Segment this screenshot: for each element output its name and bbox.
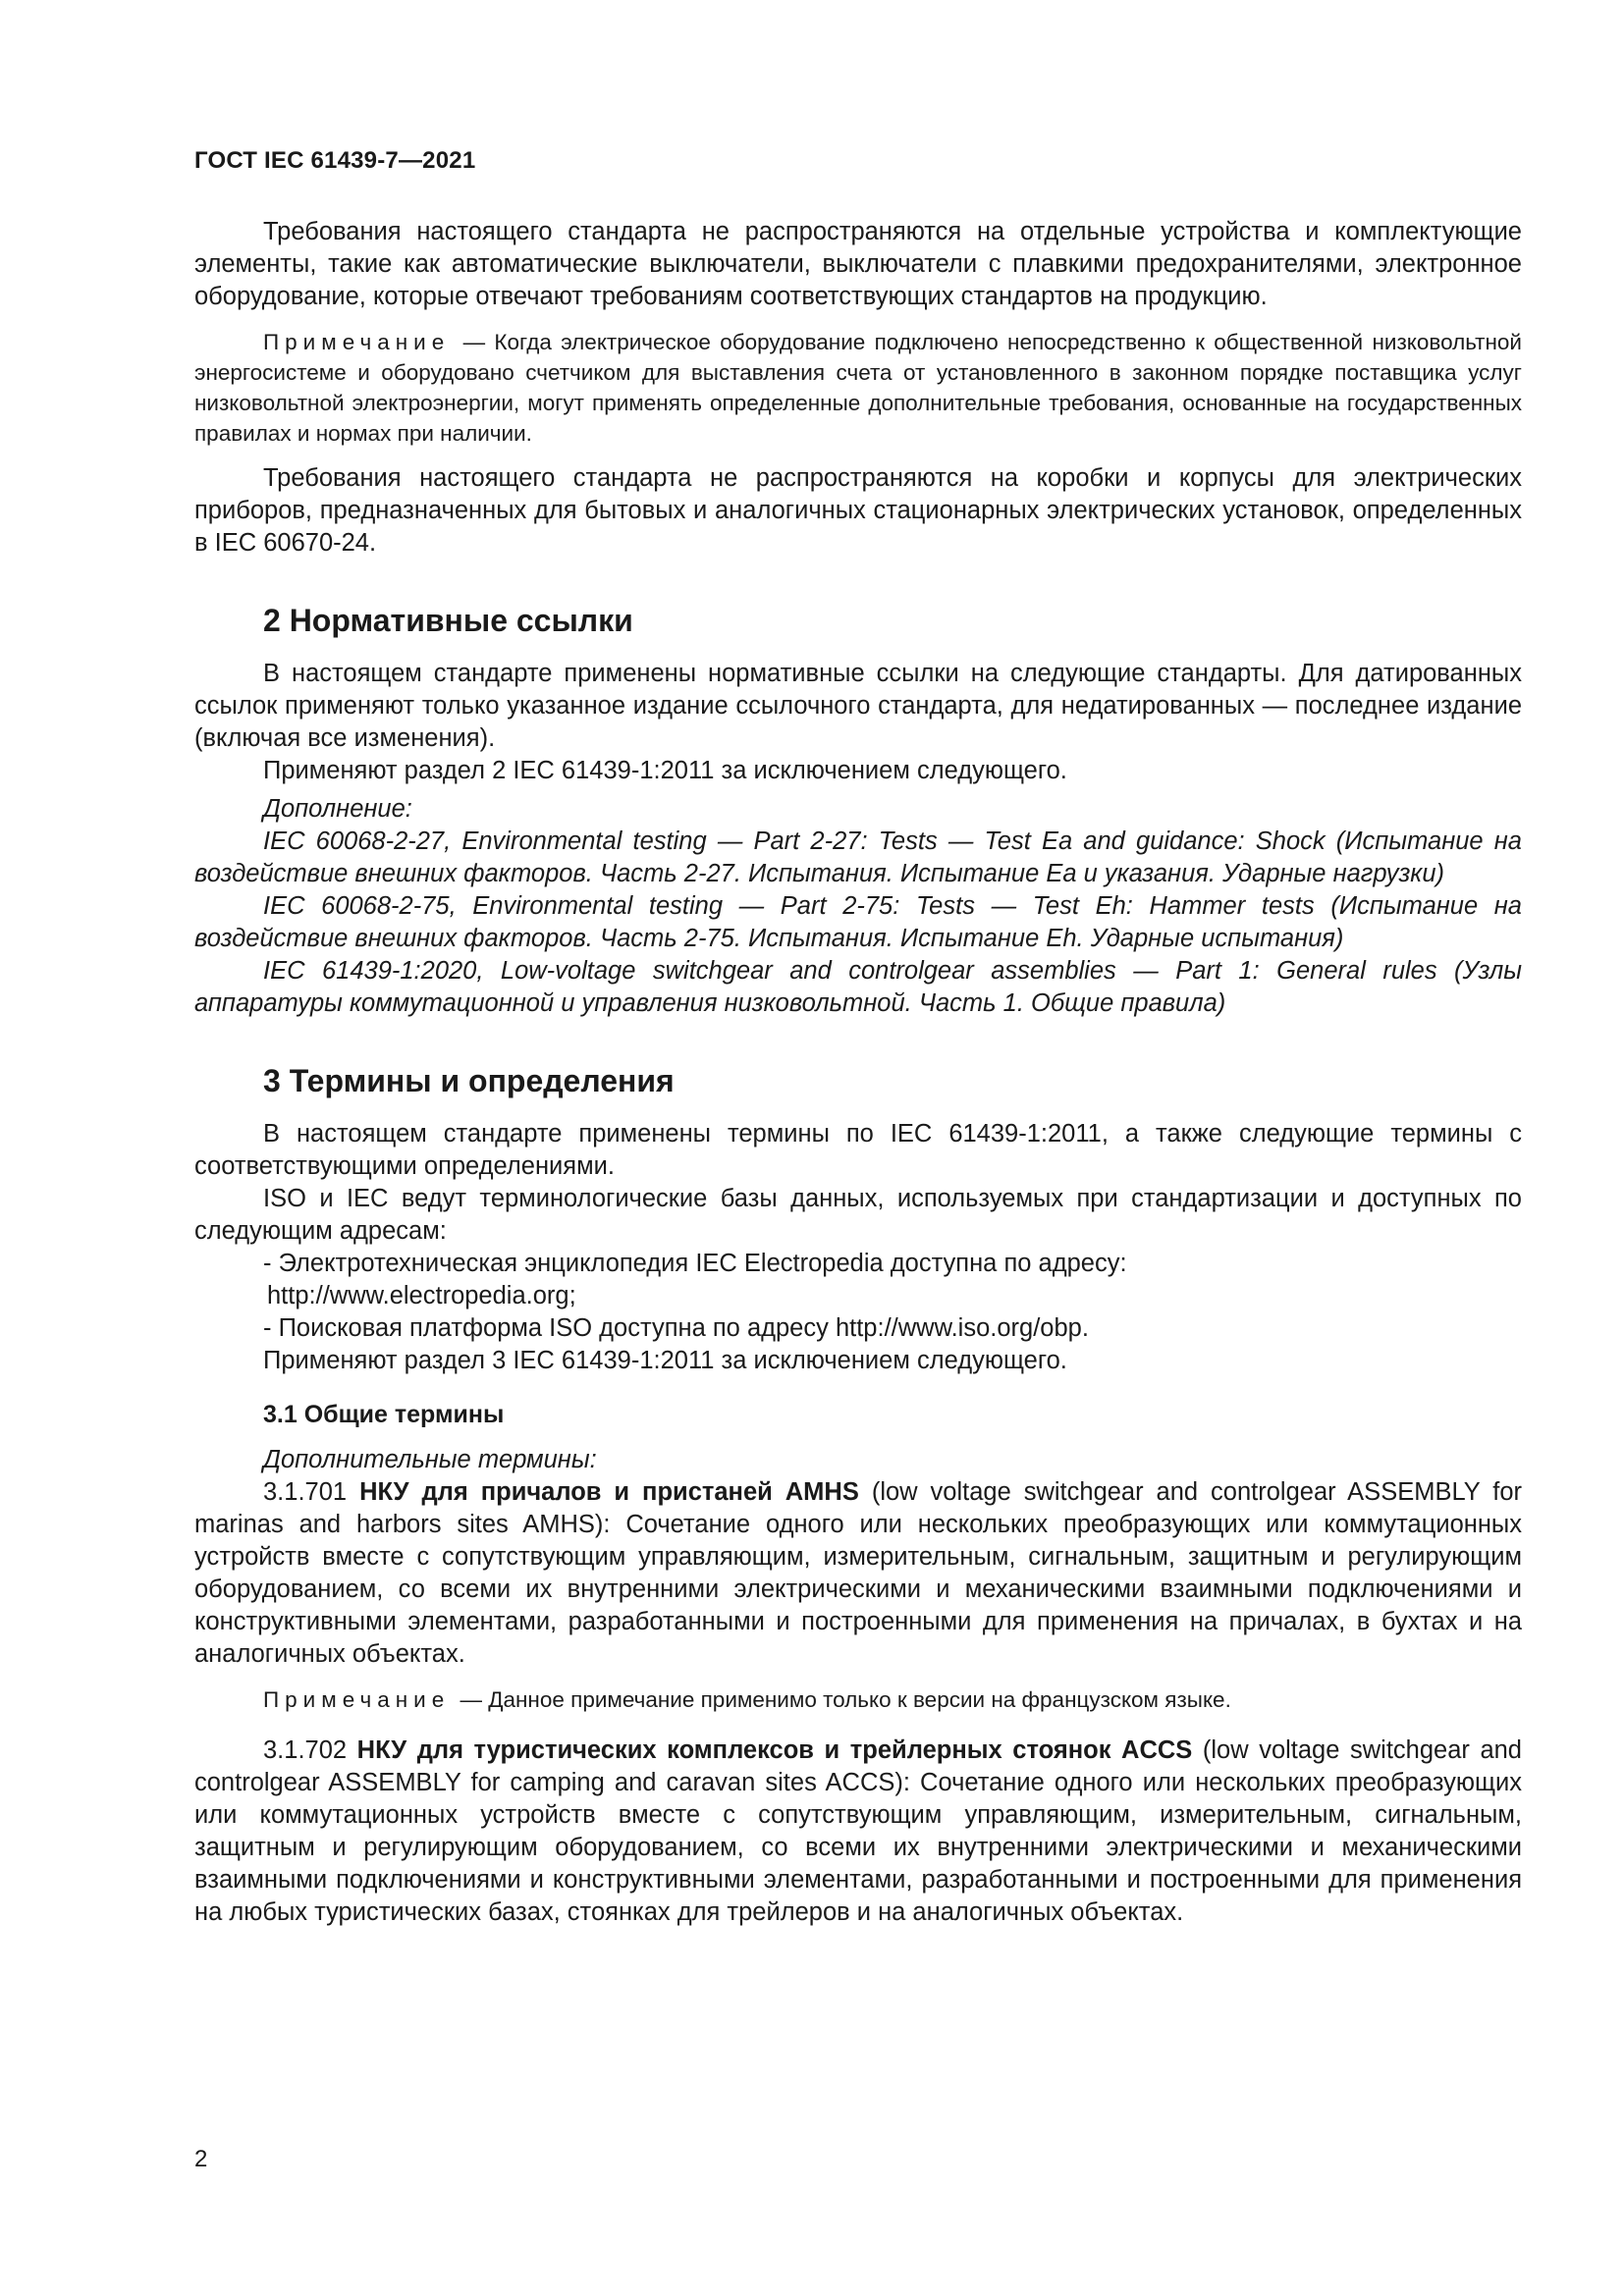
section-3-paragraph-3: Применяют раздел 3 IEC 61439-1:2011 за исключением следующего.	[263, 1347, 1067, 1374]
intro-paragraph-1: Требования настоящего стандарта не распространяются на отдельные устройства и комплектующие элементы, такие как автоматические выключатели, выключатели с плавкими предохранителями, электронное оборудование, которые отвечают требованиям соответствующих стандартов на продукцию.	[194, 218, 1522, 310]
term-3-1-702-title: НКУ для туристических комплексов и трейлерных стоянок ACCS	[356, 1736, 1193, 1764]
term-3-1-702	[194, 1735, 1522, 1929]
note-1-text: — Когда электрическое оборудование подключено непосредственно к общественной низковольтной энергосистеме и оборудовано счетчиком для выставления счета от установленного в законном порядке поставщика услуг низковольтной электроэнергии, могут применять определенные дополнительные требования, основанные на государственных правилах и нормах при наличии.	[194, 330, 1522, 446]
subsection-3-1-heading: 3.1 Общие термины	[263, 1401, 505, 1428]
term-3-1-701-number: 3.1.701	[263, 1478, 348, 1506]
document-body	[194, 216, 1522, 1929]
note-2-text: — Данное примечание применимо только к версии на французском языке.	[460, 1687, 1231, 1712]
additional-terms-label: Дополнительные термины:	[263, 1446, 597, 1473]
term-3-1-701	[194, 1476, 1522, 1671]
section-2-paragraph-1: В настоящем стандарте применены нормативные ссылки на следующие стандарты. Для датированных ссылок применяют только указанное издание ссылочного стандарта, для недатированных — последнее издание (включая все изменения).	[194, 660, 1522, 752]
term-3-1-701-title: НКУ для причалов и пристаней AMHS	[359, 1478, 859, 1506]
list-item-iso-obp: - Поисковая платформа ISO доступна по адресу http://www.iso.org/obp.	[263, 1314, 1089, 1342]
section-3-heading: 3 Термины и определения	[263, 1063, 675, 1098]
term-3-1-702-definition: (low voltage switchgear and controlgear ASSEMBLY for camping and caravan sites ACCS): Сочетание одного или нескольких преобразующих или коммутационных устройств вместе с сопутствующим управляющим, измерительным, сигнальным, защитным и регулирующим оборудованием, со всеми их внутренними электрическими и механическими взаимными подключениями и конструктивными элементами, разработанными и построенными для применения на любых туристических базах, стоянках для трейлеров и на аналогичных объектах.	[194, 1736, 1522, 1926]
term-3-1-702-number: 3.1.702	[263, 1736, 348, 1764]
section-3-paragraph-1: В настоящем стандарте применены термины по IEC 61439-1:2011, а также следующие термины с соответствующими определениями.	[194, 1120, 1522, 1180]
reference-iec-61439-1: IEC 61439-1:2020, Low-voltage switchgear and controlgear assemblies — Part 1: General rules (Узлы аппаратуры коммутационной и управления низковольтной. Часть 1. Общие правила)	[194, 957, 1522, 1017]
document-page	[194, 0, 1522, 2296]
term-3-1-701-definition: (low voltage switchgear and controlgear ASSEMBLY for marinas and harbors sites AMHS): Сочетание одного или нескольких преобразующих или коммутационных устройств вместе с сопутствующим управляющим, измерительным, сигнальным, защитным и регулирующим оборудованием, со всеми их внутренними электрическими и механическими взаимными подключениями и конструктивными элементами, разработанными и построенными для применения на причалах, в бухтах и на аналогичных объектах.	[194, 1478, 1523, 1668]
section-2-heading: 2 Нормативные ссылки	[263, 603, 633, 638]
page-number: 2	[194, 2146, 208, 2172]
reference-iec-60068-2-27: IEC 60068-2-27, Environmental testing — Part 2-27: Tests — Test Ea and guidance: Shock (Испытание на воздействие внешних факторов. Часть 2-27. Испытания. Испытание Еа и указания. Ударные нагрузки)	[194, 828, 1522, 887]
list-item-electropedia: - Электротехническая энциклопедия IEC Electropedia доступна по адресу:	[263, 1250, 1127, 1277]
section-2-addition-label: Дополнение:	[263, 795, 412, 823]
electropedia-url: http://www.electropedia.org;	[267, 1282, 576, 1309]
note-1-label: Примечание	[263, 330, 451, 354]
note-1	[194, 327, 1522, 449]
document-id-header: ГОСТ IEC 61439-7—2021	[194, 147, 476, 174]
note-2-label: Примечание	[263, 1687, 451, 1712]
reference-iec-60068-2-75: IEC 60068-2-75, Environmental testing — Part 2-75: Tests — Test Eh: Hammer tests (Испытание на воздействие внешних факторов. Часть 2-75. Испытания. Испытание Eh. Ударные испытания)	[194, 892, 1522, 952]
intro-paragraph-2: Требования настоящего стандарта не распространяются на коробки и корпусы для электрических приборов, предназначенных для бытовых и аналогичных стационарных электрических установок, определенных в IEC 60670-24.	[194, 464, 1522, 557]
section-3-paragraph-2: ISO и IEC ведут терминологические базы данных, используемых при стандартизации и доступных по следующим адресам:	[194, 1185, 1522, 1245]
note-2	[194, 1684, 1522, 1715]
section-2-paragraph-2: Применяют раздел 2 IEC 61439-1:2011 за исключением следующего.	[263, 757, 1067, 784]
